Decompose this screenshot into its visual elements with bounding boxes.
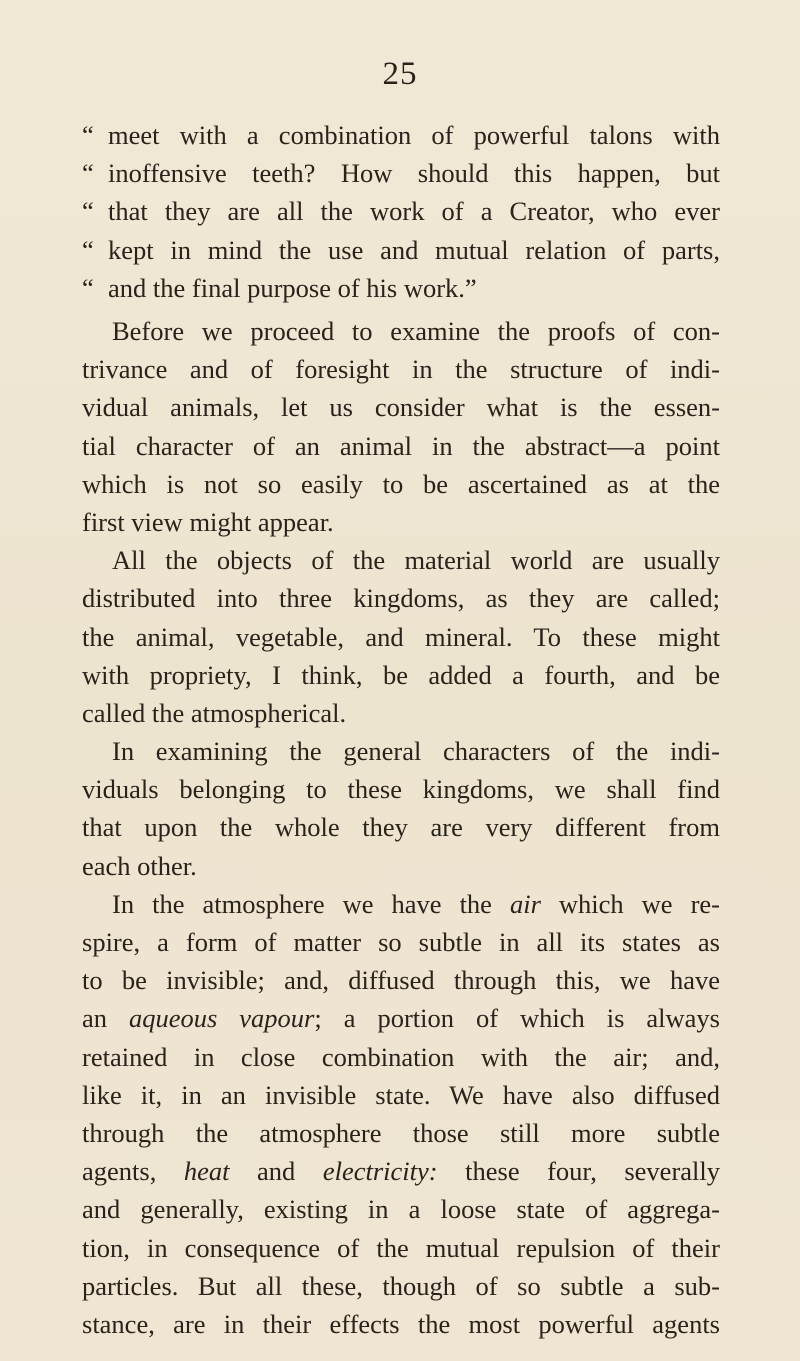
paragraph-4-line: tion, in consequence of the mutual repulsion of their xyxy=(82,1232,720,1263)
paragraph-1-line: first view might appear. xyxy=(82,506,334,537)
paragraph-4-line xyxy=(82,885,720,923)
italic-term: heat xyxy=(183,1156,230,1187)
paragraph-4-line xyxy=(82,1152,720,1190)
text-run: an xyxy=(82,1003,129,1034)
quote-text: and the final purpose of his work.” xyxy=(108,272,477,303)
text-run: and xyxy=(229,1156,323,1187)
quote-mark: “ xyxy=(82,120,94,150)
quote-text: inoffensive teeth? How should this happen, but xyxy=(108,158,720,189)
italic-term: air xyxy=(509,888,541,919)
quote-text: meet with a combination of powerful talons with xyxy=(108,120,720,150)
quote-line xyxy=(82,192,720,230)
paragraph-4-line: retained in close combination with the air; and, xyxy=(82,1041,720,1072)
quote-mark: “ xyxy=(82,234,94,265)
quote-mark: “ xyxy=(82,196,94,227)
paragraph-2-line: All the objects of the material world are usually xyxy=(112,545,720,576)
paragraph-4-line: and generally, existing in a loose state of aggrega- xyxy=(82,1194,720,1225)
paragraph-3-line: viduals belonging to these kingdoms, we shall find xyxy=(82,774,720,805)
paragraph-2-line: with propriety, I think, be added a fourth, and be xyxy=(82,659,720,690)
italic-term: aqueous vapour xyxy=(129,1003,315,1034)
paragraph-4-line: stance, are in their effects the most powerful agents xyxy=(82,1308,720,1339)
quotation-block xyxy=(82,116,720,307)
quote-text: kept in mind the use and mutual relation of parts, xyxy=(108,234,720,265)
text-run: In the atmosphere we have the xyxy=(112,888,510,919)
paragraph-3-line: that upon the whole they are very different from xyxy=(82,812,720,843)
text-run: agents, xyxy=(82,1156,184,1187)
paragraph-1-line: which is not so easily to be ascertained as at the xyxy=(82,468,720,499)
italic-term: electricity: xyxy=(322,1156,438,1187)
paragraph-4-line: spire, a form of matter so subtle in all its states as xyxy=(82,927,720,957)
paragraph-3-line: each other. xyxy=(82,850,197,881)
paragraph-1-line: Before we proceed to examine the proofs of con- xyxy=(112,316,720,346)
paragraph-4-line: to be invisible; and, diffused through this, we have xyxy=(82,965,720,996)
paragraph-4-line: particles. But all these, though of so subtle a sub- xyxy=(82,1270,720,1301)
text-run: these four, severally xyxy=(437,1156,721,1187)
paragraph-1-line: trivance and of foresight in the structure of indi- xyxy=(82,354,720,385)
paragraph-4-line: like it, in an invisible state. We have also diffused xyxy=(82,1079,720,1110)
body-text xyxy=(82,312,720,1343)
text-run: which we re- xyxy=(540,888,720,919)
quote-text: that they are all the work of a Creator, who ever xyxy=(108,196,720,227)
quote-mark: “ xyxy=(82,272,94,303)
paragraph-2-line: called the atmospherical. xyxy=(82,697,347,728)
quote-line xyxy=(82,231,720,269)
quote-line xyxy=(82,154,720,192)
paragraph-4-line xyxy=(82,999,720,1037)
paragraph-3-line: In examining the general characters of the indi- xyxy=(112,736,720,767)
quote-line xyxy=(82,269,720,307)
paragraph-1-line: tial character of an animal in the abstract—a point xyxy=(82,430,720,461)
quote-line xyxy=(82,116,720,154)
paragraph-2-line: distributed into three kingdoms, as they are called; xyxy=(82,583,720,614)
paragraph-4-line: through the atmosphere those still more subtle xyxy=(82,1117,720,1148)
text-run: ; a portion of which is always xyxy=(314,1003,720,1034)
page-number: 25 xyxy=(382,56,418,92)
quote-mark: “ xyxy=(82,158,94,189)
paragraph-1-line: vidual animals, let us consider what is the essen- xyxy=(82,392,720,423)
paragraph-2-line: the animal, vegetable, and mineral. To these might xyxy=(82,621,720,652)
